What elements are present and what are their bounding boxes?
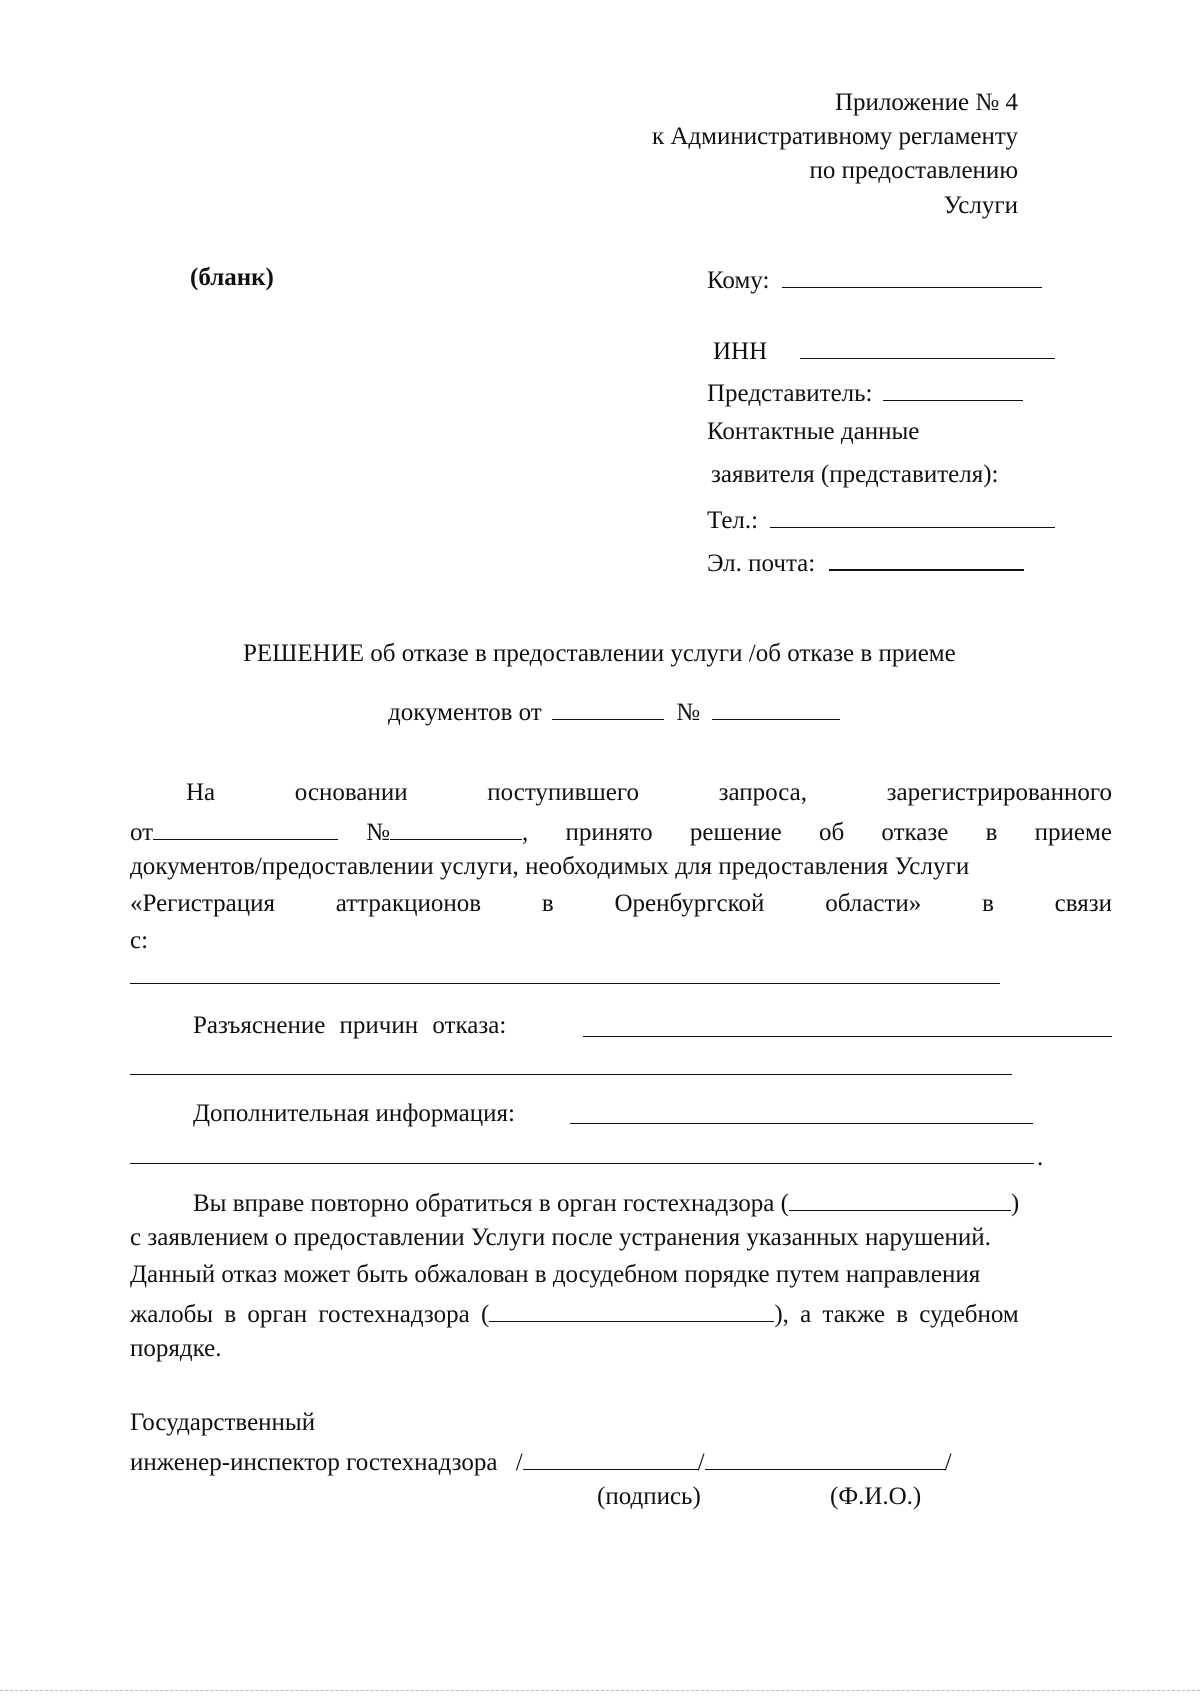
- body-line-2-registration: [130, 817, 528, 845]
- slash: /: [944, 1449, 952, 1476]
- body-word: основании: [294, 779, 408, 806]
- appendix-line-4: Услуги: [943, 192, 1018, 219]
- authority-field[interactable]: [789, 1188, 1011, 1211]
- appendix-line-3: по предоставлению: [809, 157, 1018, 184]
- reason-line[interactable]: [130, 983, 1000, 984]
- body-word: в: [982, 890, 994, 917]
- body-line-4: [130, 891, 1112, 916]
- position-line-2: инженер-инспектор гостехнадзора: [130, 1449, 498, 1476]
- registration-number-field[interactable]: [390, 817, 522, 840]
- representative-field[interactable]: [883, 378, 1023, 401]
- scan-edge-divider: [0, 1690, 1200, 1691]
- full-name-field[interactable]: [705, 1447, 945, 1470]
- appendix-line-1: Приложение № 4: [834, 89, 1018, 116]
- phone-label: Тел.:: [707, 507, 759, 534]
- email-field[interactable]: [829, 547, 1024, 571]
- appendix-line-2: к Административному регламенту: [651, 123, 1018, 150]
- body-word: связи: [1054, 890, 1112, 917]
- body-line-5: с:: [130, 927, 149, 954]
- appeal-authority-field[interactable]: [489, 1299, 774, 1322]
- signature-line: [130, 1447, 952, 1475]
- position-line-1: Государственный: [130, 1409, 316, 1436]
- recipient-email: [707, 547, 1024, 576]
- body-word: приеме: [1034, 819, 1112, 846]
- comma: ,: [521, 819, 529, 846]
- recipient-phone: [707, 505, 1055, 533]
- decision-title-line-2: [388, 697, 840, 725]
- body-word: запроса,: [718, 779, 807, 806]
- body-word: «Регистрация: [130, 890, 275, 917]
- recipient-representative: [707, 378, 1023, 406]
- registration-date-field[interactable]: [153, 817, 338, 840]
- contacts-line-1: Контактные данные: [707, 418, 920, 445]
- appeal-line-5: порядке.: [130, 1335, 222, 1362]
- decision-title: [243, 641, 956, 666]
- additional-field[interactable]: [570, 1123, 1033, 1124]
- appeal-line-3: Данный отказ может быть обжалован в досудебном порядке путем направления: [130, 1261, 981, 1288]
- body-line-3: документов/предоставлении услуги, необходимых для предоставления Услуги: [130, 853, 970, 880]
- appeal-line-4-end: ), а также в судебном: [774, 1301, 1019, 1328]
- body-word: об: [818, 819, 845, 846]
- reasons-field[interactable]: [583, 1036, 1112, 1037]
- title-number-field[interactable]: [712, 697, 840, 720]
- representative-label: Представитель:: [707, 380, 873, 407]
- appeal-line-4: [130, 1299, 1019, 1327]
- body-word: в: [985, 819, 998, 846]
- body-word: решение: [689, 819, 782, 846]
- body-line-1: [186, 780, 1112, 805]
- additional-label: Дополнительная информация:: [193, 1100, 515, 1127]
- body-word: отказе: [881, 819, 949, 846]
- appeal-paren-close: ): [1010, 1190, 1020, 1217]
- blank-label: (бланк): [190, 264, 274, 291]
- recipient-inn: [713, 336, 1055, 364]
- inn-label: ИНН: [713, 338, 768, 365]
- from-label: от: [130, 819, 154, 846]
- title-documents-from: документов от: [388, 699, 542, 726]
- additional-field-continued[interactable]: [130, 1163, 1034, 1164]
- body-word: принято: [565, 819, 653, 846]
- appeal-line-1: [193, 1188, 1019, 1216]
- body-word: На: [186, 779, 216, 806]
- reasons-field-continued[interactable]: [130, 1074, 1012, 1075]
- number-sign: №: [366, 819, 390, 846]
- email-label: Эл. почта:: [707, 550, 816, 577]
- body-word: Оренбургской: [614, 890, 765, 917]
- signature-field[interactable]: [523, 1447, 698, 1470]
- body-word: в: [541, 890, 554, 917]
- body-word: поступившего: [487, 779, 639, 806]
- inn-field[interactable]: [800, 336, 1055, 359]
- title-number-sign: №: [676, 699, 701, 726]
- appeal-line-1-text: Вы вправе повторно обратиться в орган гостехнадзора (: [193, 1190, 789, 1217]
- body-word: области»: [825, 890, 922, 917]
- body-word: аттракционов: [335, 890, 482, 917]
- title-date-field[interactable]: [552, 697, 664, 720]
- reasons-label: Разъяснение причин отказа:: [193, 1012, 507, 1039]
- to-field[interactable]: [782, 265, 1042, 288]
- decision-title-word: РЕШЕНИЕ: [243, 640, 365, 667]
- appeal-line-2: с заявлением о предоставлении Услуги после устранения указанных нарушений.: [130, 1224, 991, 1251]
- full-name-caption: (Ф.И.О.): [830, 1483, 922, 1510]
- contacts-line-2: заявителя (представителя):: [711, 461, 999, 488]
- appeal-line-4-text: жалобы в орган гостехнадзора (: [130, 1301, 490, 1328]
- recipient-to: [707, 265, 1042, 293]
- body-line-2: [130, 817, 1112, 845]
- phone-field[interactable]: [770, 505, 1055, 528]
- slash: /: [697, 1449, 705, 1476]
- to-label: Кому:: [707, 267, 770, 294]
- decision-title-rest: об отказе в предоставлении услуги /об отказе в приеме: [370, 640, 956, 667]
- body-word: зарегистрированного: [886, 779, 1112, 806]
- signature-caption: (подпись): [597, 1483, 701, 1510]
- slash: /: [515, 1449, 523, 1476]
- additional-end-dot: .: [1037, 1144, 1044, 1171]
